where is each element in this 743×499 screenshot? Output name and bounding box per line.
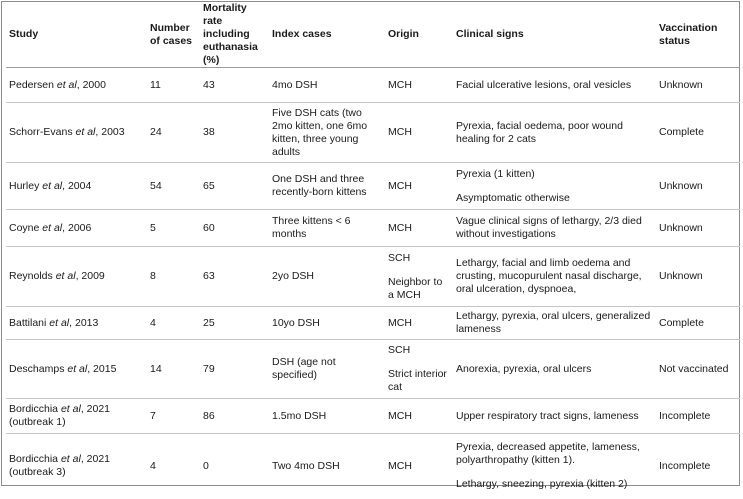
- cell-clinical-signs: Pyrexia, decreased appetite, lameness, polyarthropathy (kitten 1). Lethargy, sneezing, pyrexia (kitten 2): [456, 441, 640, 491]
- cell-clinical-signs: Pyrexia, facial oedema, poor wound healing for 2 cats: [453, 103, 656, 163]
- cell-vaccination: Not vaccinated: [656, 340, 740, 399]
- cell-vaccination: Incomplete: [659, 459, 711, 472]
- cell-vaccination: Unknown: [656, 210, 740, 247]
- cell-origin: MCH: [385, 68, 453, 103]
- cell-origin: MCH: [385, 163, 453, 210]
- cell-study: Battilani et al, 2013: [6, 307, 147, 340]
- cell-vaccination: Unknown: [656, 247, 740, 307]
- cell-cases: 11: [147, 68, 200, 103]
- cell-cases: 4: [150, 459, 156, 472]
- cell-clinical-signs: Pyrexia (1 kitten) Asymptomatic otherwise: [453, 163, 656, 210]
- cell-cases: 4: [147, 307, 200, 340]
- cell-mortality: 0: [203, 459, 209, 472]
- cell-vaccination: Unknown: [656, 163, 740, 210]
- outbreak-table: [6, 2, 740, 499]
- cell-index-cases: Five DSH cats (two 2mo kitten, one 6mo kitten, three young adults: [269, 103, 385, 163]
- cell-origin: MCH: [385, 103, 453, 163]
- header-mortality: Mortality rate including euthanasia (%): [200, 2, 269, 68]
- table-row: [6, 103, 740, 163]
- cell-cases: 24: [147, 103, 200, 163]
- cell-study: Coyne et al, 2006: [6, 210, 147, 247]
- table-row: [6, 68, 740, 103]
- cell-origin: MCH: [385, 307, 453, 340]
- cell-index-cases: 10yo DSH: [269, 307, 385, 340]
- cell-clinical-signs: Vague clinical signs of lethargy, 2/3 died without investigations: [453, 210, 656, 247]
- cell-mortality: 60: [200, 210, 269, 247]
- cell-mortality: 63: [200, 247, 269, 307]
- cell-mortality: 25: [200, 307, 269, 340]
- cell-study: Schorr-Evans et al, 2003: [6, 103, 147, 163]
- cell-study: Pedersen et al, 2000: [6, 68, 147, 103]
- cell-clinical-signs: Upper respiratory tract signs, lameness: [453, 399, 656, 434]
- table-row: [6, 163, 740, 210]
- cell-index-cases: 1.5mo DSH: [269, 399, 385, 434]
- cell-study: Reynolds et al, 2009: [6, 247, 147, 307]
- header-cases: Number of cases: [147, 2, 200, 68]
- cell-vaccination: Unknown: [656, 68, 740, 103]
- cell-vaccination: Incomplete: [656, 399, 740, 434]
- table-row: [6, 399, 740, 434]
- cell-origin: MCH: [385, 210, 453, 247]
- cell-study: Bordicchia et al, 2021 (outbreak 1): [6, 399, 147, 434]
- cell-clinical-signs: Anorexia, pyrexia, oral ulcers: [453, 340, 656, 399]
- table-header-row: [6, 2, 740, 68]
- cell-index-cases: 4mo DSH: [269, 68, 385, 103]
- cell-origin: SCH Strict interior cat: [385, 340, 453, 399]
- cell-cases: 14: [147, 340, 200, 399]
- cell-origin: MCH: [385, 399, 453, 434]
- cell-index-cases: Two 4mo DSH: [272, 459, 340, 472]
- cell-clinical-signs: Facial ulcerative lesions, oral vesicles: [453, 68, 656, 103]
- cell-index-cases: 2yo DSH: [269, 247, 385, 307]
- table-row: [6, 307, 740, 340]
- cell-cases: 8: [147, 247, 200, 307]
- cell-origin: MCH: [388, 459, 412, 472]
- table-row: [6, 210, 740, 247]
- cell-study: Hurley et al, 2004: [6, 163, 147, 210]
- cell-index-cases: Three kittens < 6 months: [269, 210, 385, 247]
- cell-mortality: 38: [200, 103, 269, 163]
- cell-mortality: 65: [200, 163, 269, 210]
- header-origin: Origin: [385, 2, 453, 68]
- cell-clinical-signs: Lethargy, pyrexia, oral ulcers, generalized lameness: [453, 307, 656, 340]
- table-frame: [1, 1, 740, 491]
- cell-mortality: 79: [200, 340, 269, 399]
- cell-study: Bordicchia et al, 2021 (outbreak 3): [9, 453, 111, 479]
- cell-mortality: 43: [200, 68, 269, 103]
- cell-clinical-signs: Lethargy, facial and limb oedema and crusting, mucopurulent nasal discharge, oral ulceration, dyspnoea,: [453, 247, 656, 307]
- header-study: Study: [6, 2, 147, 68]
- cell-index-cases: DSH (age not specified): [269, 340, 385, 399]
- header-index-cases: Index cases: [269, 2, 385, 68]
- cell-cases: 54: [147, 163, 200, 210]
- cell-vaccination: Complete: [656, 307, 740, 340]
- table-row: [6, 247, 740, 307]
- header-vaccination: Vaccination status: [656, 2, 740, 68]
- cell-vaccination: Complete: [656, 103, 740, 163]
- table-row: [6, 340, 740, 399]
- cell-mortality: 86: [200, 399, 269, 434]
- header-clinical-signs: Clinical signs: [453, 2, 656, 68]
- cell-cases: 5: [147, 210, 200, 247]
- cell-cases: 7: [147, 399, 200, 434]
- cell-study: Deschamps et al, 2015: [6, 340, 147, 399]
- cell-index-cases: One DSH and three recently-born kittens: [269, 163, 385, 210]
- cell-origin: SCH Neighbor to a MCH: [385, 247, 453, 307]
